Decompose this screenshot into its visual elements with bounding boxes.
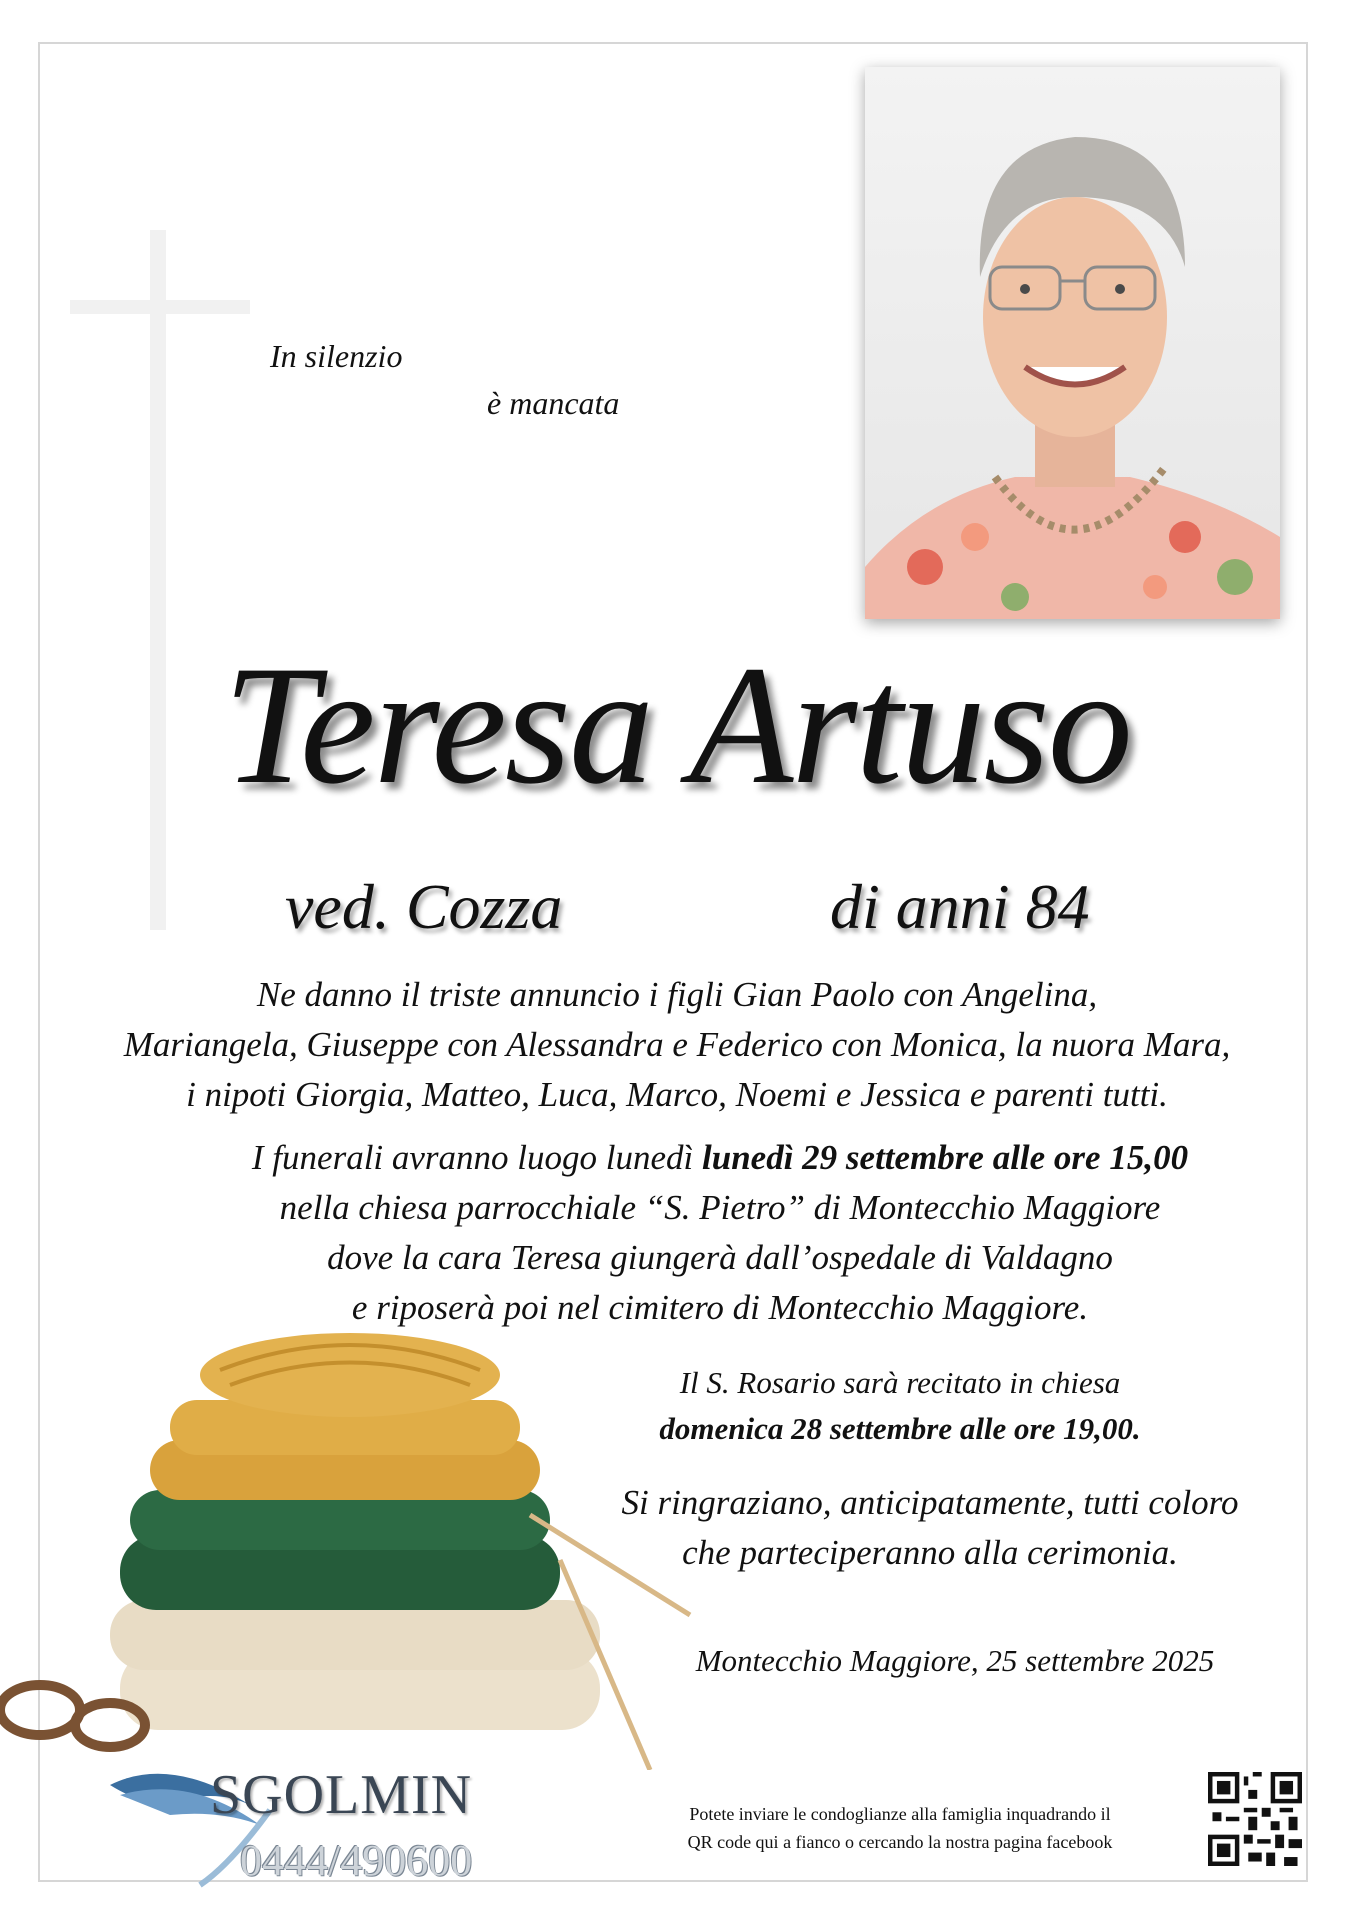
- announcement-line: Ne danno il triste annuncio i figli Gian Paolo con Angelina,: [256, 975, 1098, 1014]
- condolence-line: Potete inviare le condoglianze alla famiglia inquadrando il: [689, 1804, 1111, 1824]
- thanks-line: Si ringraziano, anticipatamente, tutti coloro: [621, 1483, 1239, 1522]
- funeral-line: [140, 1133, 1300, 1183]
- announcement-line: i nipoti Giorgia, Matteo, Luca, Marco, Noemi e Jessica e parenti tutti.: [186, 1075, 1168, 1114]
- announcement: [40, 970, 1314, 1120]
- deceased-name: Teresa Artuso: [223, 631, 1131, 819]
- funeral-date: lunedì 29 settembre alle ore 15,00: [702, 1138, 1189, 1177]
- intro-line-2: è mancata: [487, 385, 620, 421]
- announcement-line: Mariangela, Giuseppe con Alessandra e Federico con Monica, la nuora Mara,: [123, 1025, 1231, 1064]
- rosary-line: Il S. Rosario sarà recitato in chiesa: [679, 1365, 1121, 1400]
- knitting-illustration: [0, 1330, 700, 1770]
- agency-name: SGOLMIN: [210, 1764, 473, 1826]
- age: di anni 84: [830, 871, 1090, 942]
- rosary-date-text: domenica 28 settembre alle ore 19,00.: [659, 1411, 1141, 1446]
- cross-icon: [70, 230, 250, 930]
- place-date: Montecchio Maggiore, 25 settembre 2025: [695, 1643, 1215, 1678]
- agency-phone: 0444/490600: [240, 1836, 473, 1885]
- funeral-info: [140, 1133, 1300, 1333]
- condolence-note: [620, 1800, 1180, 1856]
- qr-code-icon[interactable]: [1208, 1772, 1302, 1866]
- thanks-line: che parteciperanno alla cerimonia.: [682, 1533, 1178, 1572]
- portrait-photo: [865, 67, 1280, 619]
- funeral-line-prefix: I funerali avranno luogo lunedì: [251, 1138, 703, 1177]
- condolence-line: QR code qui a fianco o cercando la nostra pagina facebook: [687, 1832, 1113, 1852]
- funeral-line: nella chiesa parrocchiale “S. Pietro” di Montecchio Maggiore: [279, 1188, 1161, 1227]
- funeral-line: dove la cara Teresa giungerà dall’ospedale di Valdagno: [327, 1238, 1113, 1277]
- funeral-line: e riposerà poi nel cimitero di Montecchio Maggiore.: [351, 1288, 1089, 1327]
- widow-of: ved. Cozza: [285, 871, 563, 942]
- intro-line-1: In silenzio: [270, 338, 403, 374]
- agency-logo: [110, 1755, 530, 1890]
